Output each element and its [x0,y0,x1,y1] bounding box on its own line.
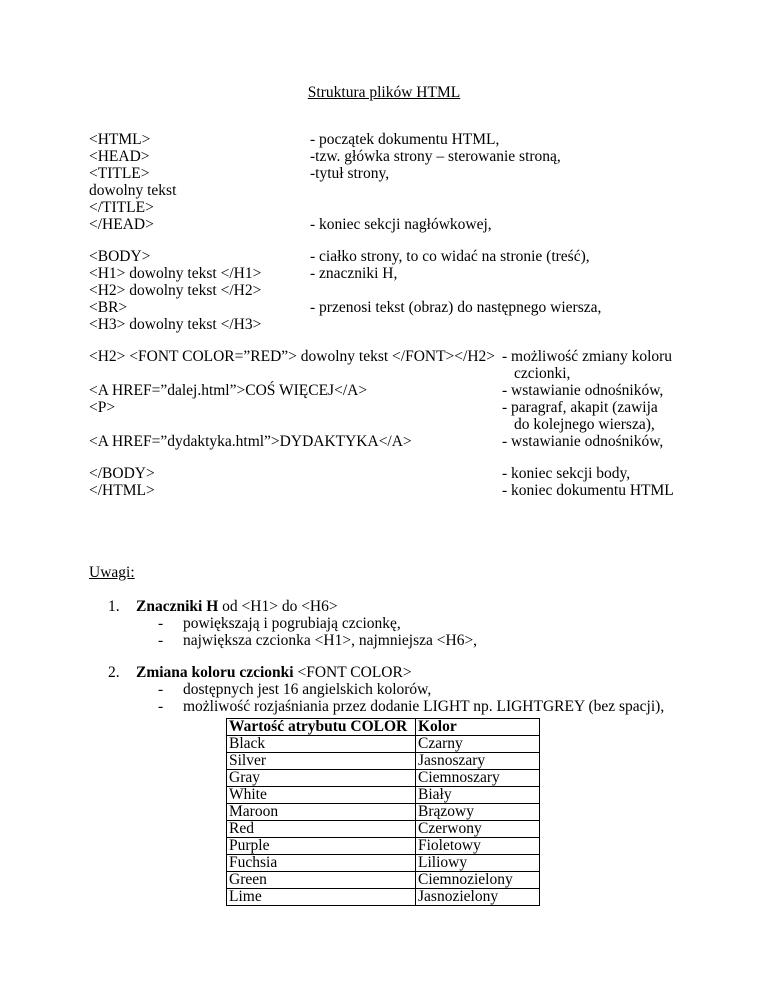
note-1-bold: Znaczniki H [136,598,219,615]
table-row [227,753,540,770]
note-2-bullet-2: możliwość rozjaśniania przez dodanie LIGHT np. LIGHTGREY (bez spacji), [183,698,665,715]
desc-font-2: czcionki, [514,365,571,382]
desc-p-2: do kolejnego wiersza), [514,416,655,433]
note-2-bullet-1: dostępnych jest 16 angielskich kolorów, [183,681,432,698]
code-link-dydaktyka: <A HREF=”dydaktyka.html”>DYDAKTYKA</A> [89,433,412,450]
table-cell: Purple [227,838,416,855]
header-cell-color: Kolor [416,719,540,736]
table-row [227,736,540,753]
note-1-bullet-1: powiększają i pogrubiają czcionkę, [183,615,401,632]
note-2-bold: Zmiana koloru czcionki [136,664,294,681]
table-cell: Black [227,736,416,753]
note-1-bullet-mark-2: - [158,632,164,649]
code-font-line: <H2> <FONT COLOR=”RED”> dowolny tekst </FONT></H2> [89,348,496,365]
table-row [227,838,540,855]
code-head-close: </HEAD> [89,216,154,233]
note-1-bullet-mark-1: - [158,615,164,632]
code-body: <BODY> [89,248,151,265]
note-2-bullet-mark-2: - [158,698,164,715]
table-cell: Jasnozielony [416,889,540,906]
code-link-dalej: <A HREF=”dalej.html”>COŚ WIĘCEJ</A> [89,382,368,399]
table-row [227,872,540,889]
table-cell: Brązowy [416,804,540,821]
table-cell: Red [227,821,416,838]
table-cell: Maroon [227,804,416,821]
note-2-bullet-mark-1: - [158,681,164,698]
color-table [226,718,540,906]
table-row [227,804,540,821]
note-2-text [136,664,412,681]
desc-head-close: - koniec sekcji nagłówkowej, [310,216,492,233]
table-cell: Biały [416,787,540,804]
notes-heading: Uwagi: [89,564,135,581]
desc-head: -tzw. główka strony – sterowanie stroną, [310,148,561,165]
code-html-close: </HTML> [89,482,155,499]
table-row [227,889,540,906]
desc-br: - przenosi tekst (obraz) do następnego wiersza, [310,299,602,316]
table-cell: Jasnoszary [416,753,540,770]
table-cell: Gray [227,770,416,787]
code-title-open: <TITLE> [89,165,150,182]
table-cell: Green [227,872,416,889]
code-title-text: dowolny tekst [89,182,177,199]
code-h3: <H3> dowolny tekst </H3> [89,316,262,333]
desc-link-dalej: - wstawianie odnośników, [502,382,664,399]
table-cell: Czerwony [416,821,540,838]
table-cell: Ciemnozielony [416,872,540,889]
code-p: <P> [89,399,116,416]
table-cell: Ciemnoszary [416,770,540,787]
code-h1: <H1> dowolny tekst </H1> [89,265,262,282]
note-1-number: 1. [108,598,120,615]
table-row [227,855,540,872]
note-2-number: 2. [108,664,120,681]
color-table-header [227,719,540,736]
table-cell: Silver [227,753,416,770]
desc-title: -tytuł strony, [310,165,390,182]
code-title-close: </TITLE> [89,199,154,216]
desc-link-dydaktyka: - wstawianie odnośników, [502,433,664,450]
desc-body-close: - koniec sekcji body, [502,465,631,482]
table-row [227,821,540,838]
code-head: <HEAD> [89,148,150,165]
table-cell: Lime [227,889,416,906]
table-row [227,770,540,787]
desc-p-1: - paragraf, akapit (zawija [502,399,658,416]
table-cell: Fuchsia [227,855,416,872]
code-br: <BR> [89,299,128,316]
note-2-rest: <FONT COLOR> [293,664,412,681]
page-title: Struktura plików HTML [307,84,461,101]
desc-html-close: - koniec dokumentu HTML [502,482,674,499]
desc-font-1: - możliwość zmiany koloru [502,348,673,365]
table-cell: Czarny [416,736,540,753]
table-cell: Fioletowy [416,838,540,855]
code-html: <HTML> [89,131,151,148]
desc-html: - początek dokumentu HTML, [310,131,500,148]
header-cell-attribute: Wartość atrybutu COLOR [227,719,416,736]
note-1-text [136,598,338,615]
table-cell: Liliowy [416,855,540,872]
desc-body: - ciałko strony, to co widać na stronie (treść), [310,248,590,265]
code-h2: <H2> dowolny tekst </H2> [89,282,262,299]
table-row [227,787,540,804]
desc-h: - znaczniki H, [310,265,398,282]
table-cell: White [227,787,416,804]
code-body-close: </BODY> [89,465,155,482]
note-1-bullet-2: największa czcionka <H1>, najmniejsza <H6>, [183,632,478,649]
note-1-rest: od <H1> do <H6> [218,598,338,615]
